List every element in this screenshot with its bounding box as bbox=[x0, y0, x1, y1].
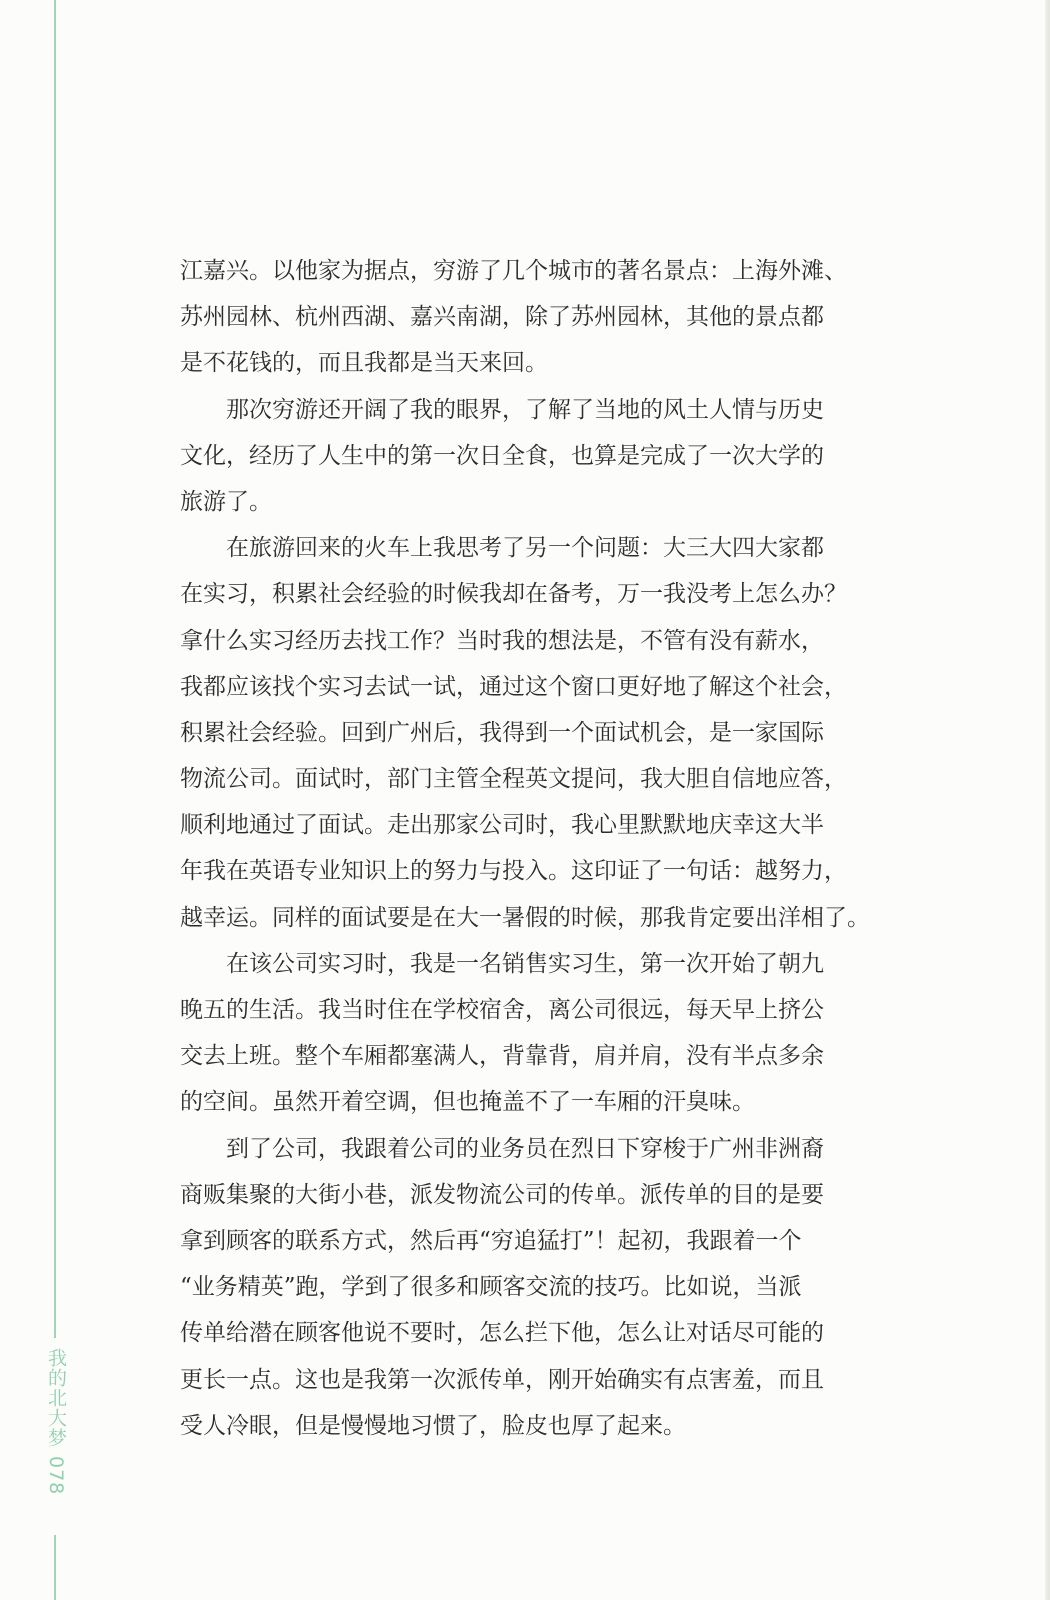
text-line: 积累社会经验。回到广州后，我得到一个面试机会，是一家国际 bbox=[180, 719, 824, 746]
text-line: 在实习，积累社会经验的时候我却在备考，万一我没考上怎么办？ bbox=[180, 581, 847, 608]
book-title: 我的北大梦 bbox=[45, 1348, 67, 1448]
text-line: 年我在英语专业知识上的努力与投入。这印证了一句话：越努力， bbox=[180, 858, 847, 885]
text-line: “业务精英”跑，学到了很多和顾客交流的技巧。比如说，当派 bbox=[180, 1274, 802, 1301]
text-line: 顺利地通过了面试。走出那家公司时，我心里默默地庆幸这大半 bbox=[180, 812, 824, 839]
margin-rule-top bbox=[54, 0, 56, 1338]
margin-rule-bottom bbox=[54, 1535, 56, 1600]
text-line: 旅游了。 bbox=[180, 488, 272, 515]
paragraph-start-line: 在旅游回来的火车上我思考了另一个问题：大三大四大家都 bbox=[226, 535, 824, 562]
text-line: 越幸运。同样的面试要是在大一暑假的时候，那我肯定要出洋相了。 bbox=[180, 904, 870, 931]
text-line: 传单给潜在顾客他说不要时，怎么拦下他，怎么让对话尽可能的 bbox=[180, 1320, 824, 1347]
paragraph-start-line: 到了公司，我跟着公司的业务员在烈日下穿梭于广州非洲裔 bbox=[226, 1135, 824, 1162]
text-line: 物流公司。面试时，部门主管全程英文提问，我大胆自信地应答， bbox=[180, 766, 847, 793]
text-line: 交去上班。整个车厢都塞满人，背靠背，肩并肩，没有半点多余 bbox=[180, 1043, 824, 1070]
text-line: 晚五的生活。我当时住在学校宿舍，离公司很远，每天早上挤公 bbox=[180, 997, 824, 1023]
text-line: 苏州园林、杭州西湖、嘉兴南湖，除了苏州园林，其他的景点都 bbox=[180, 304, 824, 331]
text-line: 更长一点。这也是我第一次派传单，刚开始确实有点害羞，而且 bbox=[180, 1366, 824, 1393]
text-line: 是不花钱的，而且我都是当天来回。 bbox=[180, 350, 548, 377]
text-line: 的空间。虽然开着空调，但也掩盖不了一车厢的汗臭味。 bbox=[180, 1089, 755, 1116]
text-line: 文化，经历了人生中的第一次日全食，也算是完成了一次大学的 bbox=[180, 442, 824, 469]
paragraph-start-line: 在该公司实习时，我是一名销售实习生，第一次开始了朝九 bbox=[226, 950, 824, 977]
body-text bbox=[180, 248, 870, 1449]
text-line: 拿到顾客的联系方式，然后再“穷追猛打”！起初，我跟着一个 bbox=[180, 1227, 802, 1254]
text-line: 受人冷眼，但是慢慢地习惯了，脸皮也厚了起来。 bbox=[180, 1412, 686, 1439]
text-line: 拿什么实习经历去找工作？当时我的想法是，不管有没有薪水， bbox=[180, 627, 824, 654]
text-line: 商贩集聚的大街小巷，派发物流公司的传单。派传单的目的是要 bbox=[180, 1181, 824, 1208]
text-line: 我都应该找个实习去试一试，通过这个窗口更好地了解这个社会， bbox=[180, 673, 847, 700]
text-line: 江嘉兴。以他家为据点，穷游了几个城市的著名景点：上海外滩、 bbox=[180, 258, 847, 284]
running-footer bbox=[36, 1348, 76, 1495]
page-number: 078 bbox=[45, 1456, 67, 1496]
paragraph-start-line: 那次穷游还开阔了我的眼界，了解了当地的风土人情与历史 bbox=[226, 396, 824, 423]
page-edge-shadow bbox=[1045, 0, 1050, 1600]
